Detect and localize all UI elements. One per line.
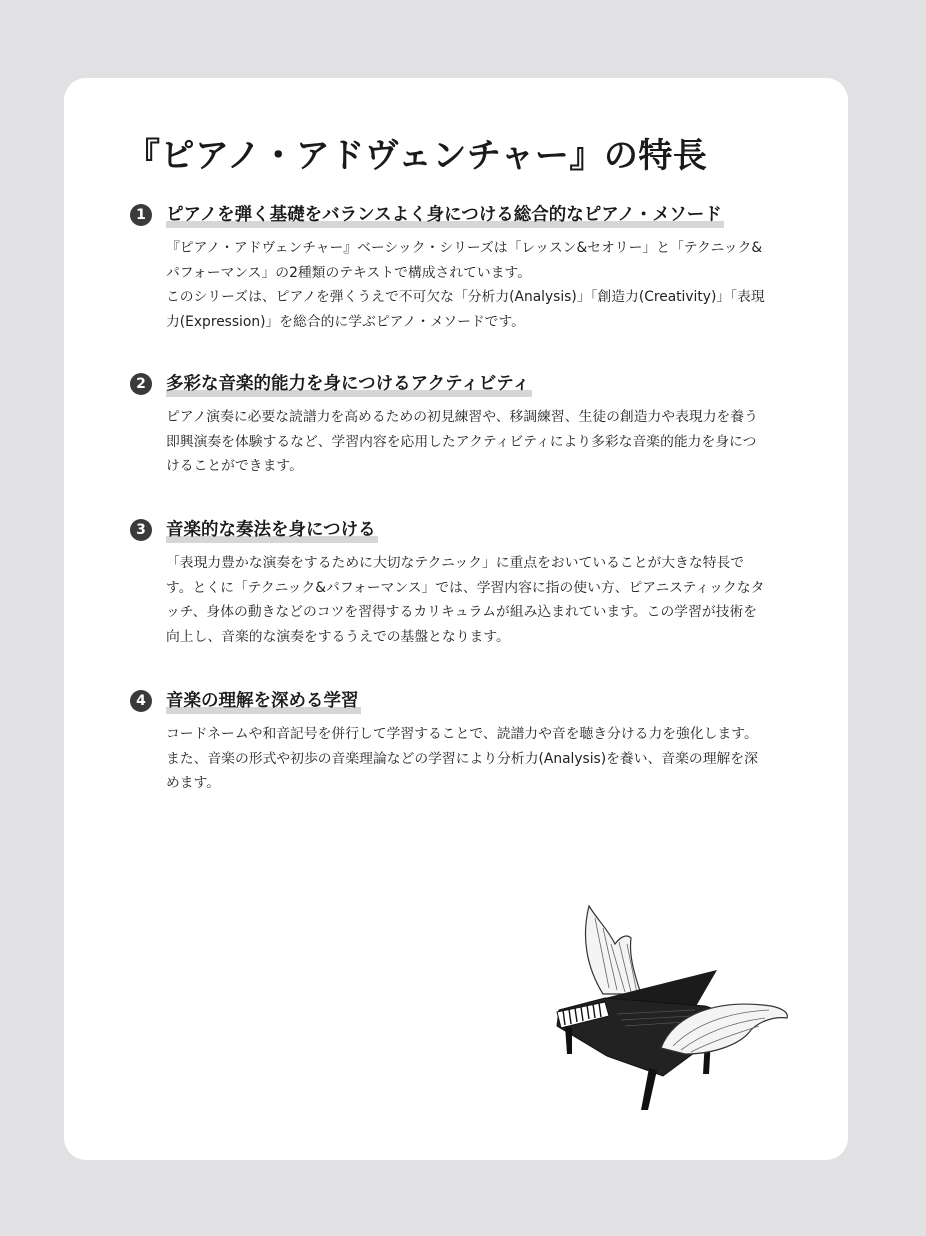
feature-description [166,405,766,479]
back-wing [585,906,641,994]
feature-heading: 音楽的な奏法を身につける [166,518,378,543]
feature-header [130,686,780,716]
feature-header [130,200,780,230]
feature-heading: ピアノを弾く基礎をバランスよく身につける総合的なピアノ・メソード [166,203,724,228]
winged-piano-icon [545,898,795,1120]
number-badge: 3 [130,519,152,541]
feature-4 [130,686,780,796]
feature-1 [130,200,780,334]
number-badge: 4 [130,690,152,712]
feature-header [130,369,780,399]
feature-paragraph: 「表現力豊かな演奏をするために大切なテクニック」に重点をおいていることが大きな特長です。とくに「テクニック&パフォーマンス」では、学習内容に指の使い方、ピアニスティックなタッチ、身体の動きなどのコツを習得するカリキュラムが組み込まれています。この学習が技術を向上し、音楽的な演奏をするうえでの基盤となります。 [166,555,765,645]
feature-description [166,722,766,796]
feature-paragraph: ピアノ演奏に必要な読譜力を高めるための初見練習や、移調練習、生徒の創造力や表現力を養う即興演奏を体験するなど、学習内容を応用したアクティビティにより多彩な音楽的能力を身につけることができます。 [166,409,758,474]
feature-paragraph: 『ピアノ・アドヴェンチャー』ベーシック・シリーズは「レッスン&セオリー」と「テクニック&パフォーマンス」の2種類のテキストで構成されています。 [166,240,763,281]
feature-2 [130,369,780,479]
feature-paragraph: このシリーズは、ピアノを弾くうえで不可欠な「分析力(Analysis)」「創造力(Creativity)」「表現力(Expression)」を総合的に学ぶピアノ・メソードです。 [166,289,765,330]
page-title: 『ピアノ・アドヴェンチャー』の特長 [126,136,708,176]
number-badge: 2 [130,373,152,395]
feature-heading: 音楽の理解を深める学習 [166,689,361,714]
feature-paragraph: コードネームや和音記号を併行して学習することで、読譜力や音を聴き分ける力を強化します。また、音楽の形式や初歩の音楽理論などの学習により分析力(Analysis)を養い、音楽の理解を深めます。 [166,726,758,791]
feature-3 [130,515,780,649]
feature-header [130,515,780,545]
number-badge: 1 [130,204,152,226]
feature-description [166,236,766,334]
feature-heading: 多彩な音楽的能力を身につけるアクティビティ [166,372,532,397]
feature-description [166,551,766,649]
